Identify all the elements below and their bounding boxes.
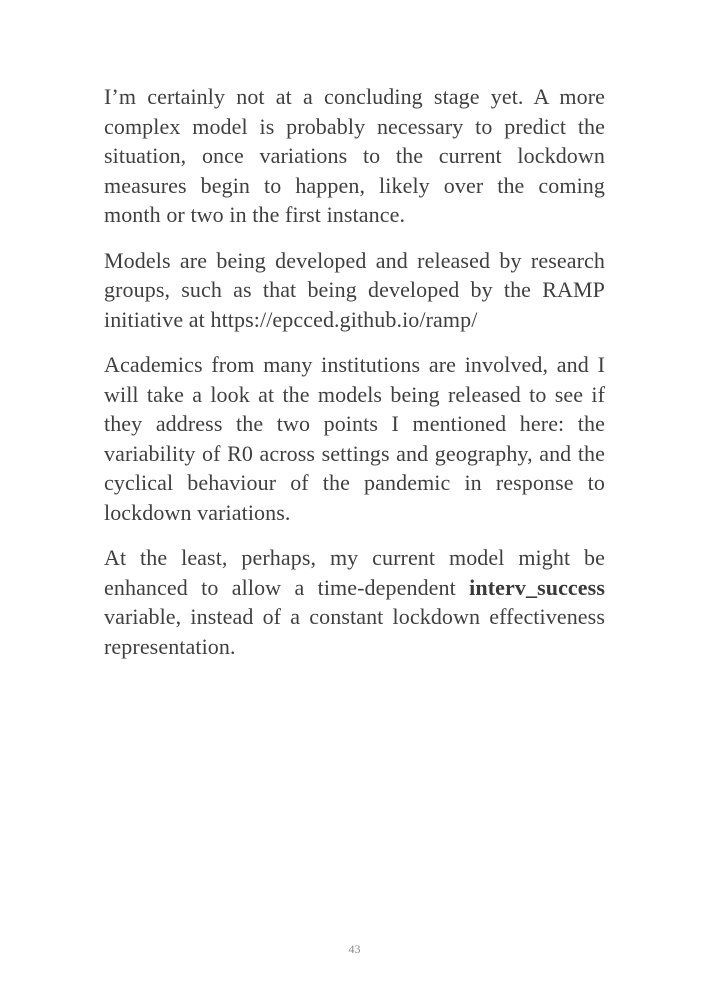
paragraph-conclusion-stage: [104, 82, 605, 230]
paragraph-conclusion-stage-text: I’m certainly not at a concluding stage yet. A more complex model is probably necessary to predict the situation, once variations to the current lockdown measures begin to happen, likely over the coming month or two in the first instance.: [104, 84, 605, 227]
interv-success-term: interv_success: [469, 574, 605, 600]
paragraph-academics-text: Academics from many institutions are involved, and I will take a look at the models being released to see if they address the two points I mentioned here: the variability of R0 across settings and geography, and the cyclical behaviour of the pandemic in response to lockdown variations.: [104, 352, 605, 525]
paragraph-academics: [104, 350, 605, 527]
text-block: [104, 82, 605, 661]
paragraph-model-enhancement-text-post: variable, instead of a constant lockdown effectiveness representation.: [104, 604, 605, 659]
paragraph-model-enhancement: [104, 543, 605, 661]
paragraph-models-released: [104, 246, 605, 335]
paragraph-models-released-text: Models are being developed and released by research groups, such as that being developed by the RAMP initiative at https://epcced.github.io/ramp/: [104, 247, 605, 332]
paragraph-model-enhancement-text-pre: At the least, perhaps, my current model might be enhanced to allow a time-dependent: [104, 545, 605, 600]
page-number: 43: [348, 942, 361, 956]
page-footer: [0, 940, 709, 958]
